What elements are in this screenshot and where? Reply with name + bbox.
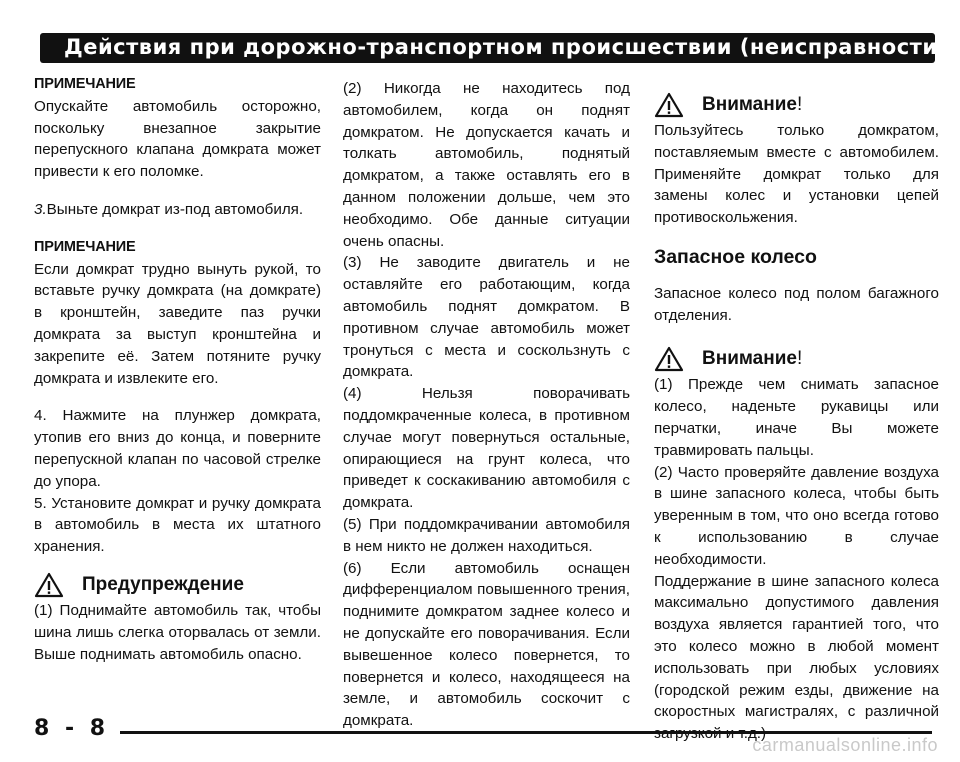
warning-triangle-icon: [654, 346, 684, 372]
note-heading: ПРИМЕЧАНИЕ: [34, 238, 136, 255]
page-number: 8 - 8: [34, 716, 110, 741]
step-3-number: 3.: [34, 200, 47, 218]
note-text: Опускайте автомобиль осторожно, поскольку внезапное закрытие перепускного клапана домкрата может привести к его поломке.: [34, 97, 321, 181]
caution-heading: [654, 92, 939, 118]
section-header-bar: [40, 33, 948, 63]
section-header-title: Действия при дорожно-транспортном происшествии (неисправности): [64, 35, 948, 59]
warning-item-5: (5) При поддомкрачивании автомобиля в нем никто не должен находиться.: [343, 515, 630, 555]
warning-triangle-icon: [654, 92, 684, 118]
note-text: Если домкрат трудно вынуть рукой, то вставьте ручку домкрата (на домкрате) в кронштейн, заведите паз ручки домкрата за выступ кронштейна и закрепите её. Затем потяните ручку домкрата и извлеките его.: [34, 260, 321, 387]
column-3: [654, 88, 939, 745]
warning-heading: [34, 572, 321, 598]
caution-title: [702, 348, 802, 370]
warning-item-4: (4) Нельзя поворачивать поддомкраченные колеса, в противном случае могут повернуться остальные, опирающиеся на грунт колеса, что приведет к соскакиванию автомобиля с домкрата.: [343, 385, 630, 512]
caution-item-1: (1) Прежде чем снимать запасное колесо, наденьте рукавицы или перчатки, иначе Вы можете травмировать пальцы.: [654, 376, 939, 459]
caution-item-2: (2) Часто проверяйте давление воздуха в шине запасного колеса, чтобы быть уверенным в том, что оно всегда готово к использованию в случае необходимости.: [654, 463, 939, 568]
caution-title-bang: !: [796, 94, 803, 116]
caution-title: [702, 94, 802, 116]
caution-title-text: Внимание: [702, 94, 797, 116]
step-4: 4. Нажмите на плунжер домкрата, утопив его вниз до конца, и поверните перепускной клапан по часовой стрелке до упора.: [34, 407, 321, 490]
caution-item-3: Поддержание в шине запасного колеса максимально допустимого давления воздуха является гарантией того, что это колесо можно в любой момент использовать при любых условиях (городской режим езды, движение на скоростных магистралях, с различной: [654, 572, 939, 721]
column-1: [34, 74, 321, 665]
note-heading: ПРИМЕЧАНИЕ: [34, 76, 136, 92]
caution-title-bang: !: [796, 348, 803, 370]
footer-rule: [120, 731, 932, 734]
step-3-text: Выньте домкрат из-под автомобиля.: [46, 200, 304, 218]
warning-triangle-icon: [34, 572, 64, 598]
section-title-spare-wheel: Запасное колесо: [654, 245, 817, 268]
warning-item-1: (1) Поднимайте автомобиль так, чтобы шина лишь слегка оторвалась от земли. Выше поднимать автомобиль опасно.: [34, 601, 321, 663]
caution-text: Пользуйтесь только домкратом, поставляемым вместе с автомобилем. Применяйте домкрат только для замены колес и установки цепей противоскольжения.: [654, 122, 939, 227]
section-text: Запасное колесо под полом багажного отделения.: [654, 284, 939, 324]
warning-item-3: (3) Не заводите двигатель и не оставляйте его работающим, когда автомобиль поднят домкратом. В противном случае автомобиль может тронуться с места и соскользнуть с домкрата.: [343, 254, 630, 381]
step-5: 5. Установите домкрат и ручку домкрата в автомобиль в места их штатного хранения.: [34, 494, 321, 556]
caution-heading: [654, 346, 939, 372]
column-2: [343, 78, 630, 732]
watermark: carmanualsonline.info: [752, 735, 938, 755]
warning-item-6: (6) Если автомобиль оснащен дифференциалом повышенного трения, поднимите домкратом заднее колесо и не допускайте его поворачивания. Если вывешенное колесо повернется, то повернется и колесо, находящееся на земле, и автомобиль соскочит с домкрата.: [343, 559, 630, 730]
warning-title: Предупреждение: [82, 574, 244, 596]
caution-title-text: Внимание: [702, 348, 797, 370]
step-3: [34, 199, 321, 221]
warning-item-2: (2) Никогда не находитесь под автомобилем, когда он поднят домкратом. Не допускается качать и толкать автомобиль, поднятый домкратом, а также оставлять его в данном положении дольше, чем это необходимо. Обе данные ситуации очень опасны.: [343, 80, 630, 250]
